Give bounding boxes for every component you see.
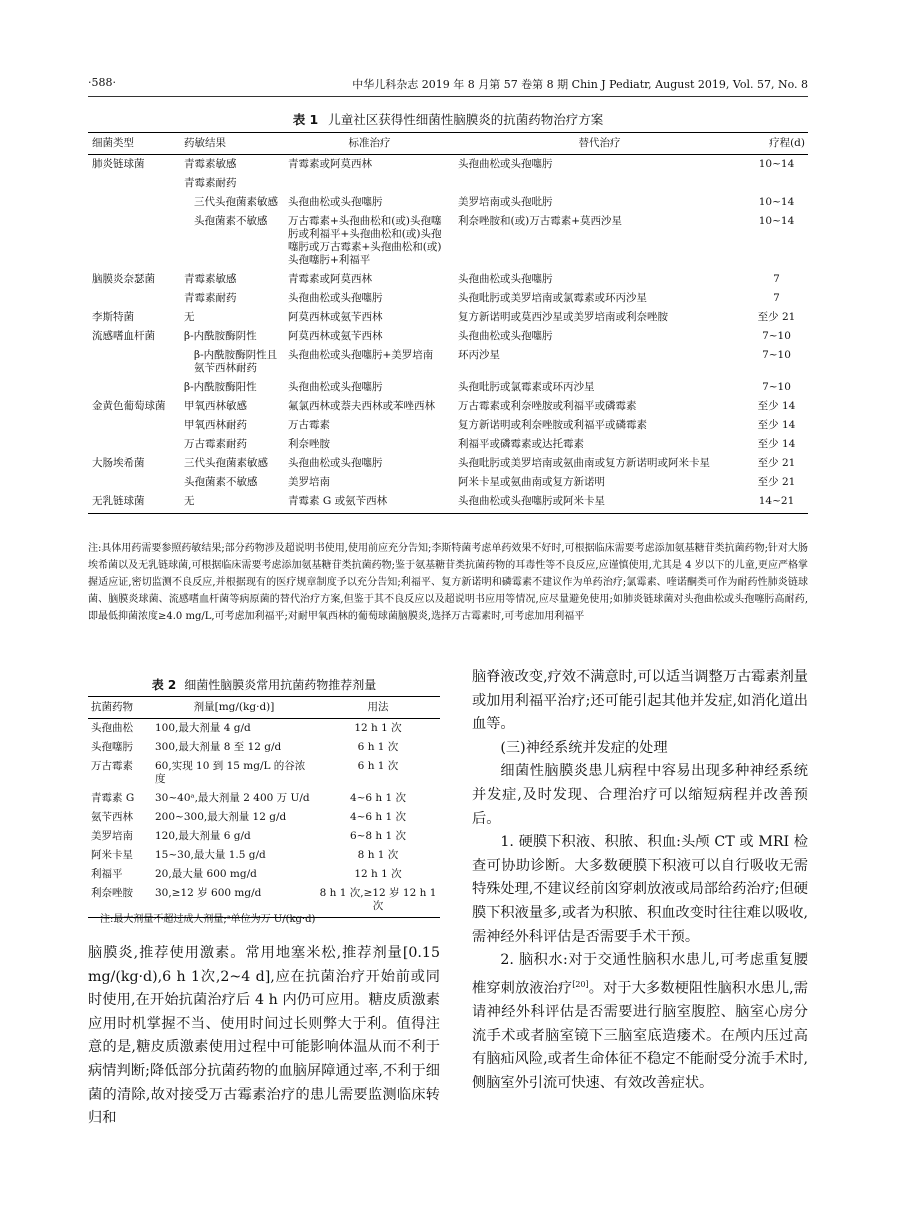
table2-cell-usage: 4~6 h 1 次	[349, 811, 407, 823]
table1-cell-alternative: 复方新诺明或利奈唑胺或利福平或磷霉素	[458, 419, 647, 431]
table2-cell-drug: 美罗培南	[91, 830, 133, 842]
table1-header-cell: 细菌类型	[88, 133, 180, 155]
table1-cell-course: 14~21	[744, 492, 808, 514]
table2-note: 注:最大剂量不超过成人剂量;ᵃ单位为万 U/(kg·d)	[100, 914, 316, 925]
table2-cell-usage: 6~8 h 1 次	[349, 830, 407, 842]
table1-cell-bacteria	[88, 435, 180, 454]
table1-note: 注:具体用药需要参照药敏结果;部分药物涉及超说明书使用,使用前应充分告知;李斯特菌考虑单药效果不好时,可根据临床需要考虑添加氨基糖苷类抗菌药物;针对大肠埃希菌以及无乳链球菌,可根据临床需要考虑添加氨基糖苷类抗菌药物;鉴于氨基糖苷类抗菌药物的耳毒性等不良反应,应谨慎使用,尤其是 4 岁以下的儿童,更应严格掌握适应证,密切监测不良反应,并根据现有的医疗规章制度予以充分告知;利福平、复方新诺明和磷霉素不建议作为单药治疗;氯霉素、喹诺酮类可作为耐药性肺炎链球菌、脑膜炎球菌、流感嗜血杆菌等病原菌的替代治疗方案,但鉴于其不良反应以及超说明书应用等情况,应尽量避免使用;如肺炎链球菌对头孢曲松或头孢噻肟高耐药,即最低抑菌浓度≥4.0 mg/L,可考虑加利福平;对耐甲氧西林的葡萄球菌脑膜炎,选择万古霉素时,可考虑加用利福平	[88, 543, 808, 622]
table1-cell-bacteria	[88, 212, 180, 270]
table2-cell-dose: 15~30,最大量 1.5 g/d	[155, 849, 266, 861]
table2-cell-dose: 100,最大剂量 4 g/d	[155, 722, 251, 734]
table1-header-cell: 标准治疗	[284, 133, 454, 155]
table1-header-cell: 疗程(d)	[744, 133, 808, 155]
table2-cell-dose: 200~300,最大剂量 12 g/d	[155, 811, 287, 823]
table1-cell-sensitivity: β-内酰胺酶阴性且氨苄西林耐药	[194, 349, 278, 374]
section-heading: (三)神经系统并发症的处理	[500, 739, 668, 756]
table1-cell-sensitivity: 万古霉素耐药	[184, 438, 247, 450]
table2-cell-drug: 氨苄西林	[91, 811, 133, 823]
table1	[88, 132, 808, 514]
paragraph-text: 。对于大多数梗阻性脑积水患儿,需请神经外科评估是否需要进行脑室腹腔、脑室心房分流手术或者脑室镜下三脑室底造瘘术。在颅内压过高有脑疝风险,或者生命体征不稳定不能耐受分流手术时,侧脑室外引流可快速、有效改善症状。	[472, 980, 808, 1091]
table2-header-cell: 用法	[316, 697, 440, 719]
table1-header-cell: 药敏结果	[180, 133, 284, 155]
table2-row	[88, 865, 440, 884]
body-paragraph	[472, 949, 808, 1095]
table2-label: 表 2	[151, 678, 177, 692]
table1-row	[88, 308, 808, 327]
table1-cell-course: 7	[773, 292, 780, 304]
table2-cell-usage: 12 h 1 次	[354, 868, 402, 880]
table1-cell-standard: 利奈唑胺	[288, 438, 330, 450]
table1-cell-standard: 青霉素 G 或氨苄西林	[284, 492, 454, 514]
table1-cell-sensitivity: 三代头孢菌素敏感	[184, 457, 268, 469]
table2-cell-dose: 120,最大剂量 6 g/d	[155, 830, 251, 842]
table1-cell-bacteria	[88, 416, 180, 435]
table2-cell-drug: 阿米卡星	[91, 849, 133, 861]
table1-row	[88, 346, 808, 378]
table1-cell-standard: 头孢曲松或头孢噻肟	[288, 457, 383, 469]
paragraph-text: 2. 脑积水:对于交通性脑积水患儿,可考虑重复腰椎穿刺放液治疗	[472, 952, 808, 997]
table1-cell-course: 至少 21	[757, 457, 796, 469]
table1-cell-sensitivity: β-内酰胺酶阳性	[184, 381, 257, 393]
table1-row	[88, 289, 808, 308]
table1-label: 表 1	[292, 112, 319, 127]
table2	[88, 696, 440, 918]
table1-cell-standard: 头孢曲松或头孢噻肟+美罗培南	[288, 349, 434, 361]
table1-row	[88, 193, 808, 212]
table1-cell-alternative: 头孢曲松或头孢噻肟	[458, 158, 553, 170]
table1-cell-bacteria	[88, 193, 180, 212]
table1-cell-alternative	[454, 174, 744, 193]
header-rule	[88, 96, 808, 97]
journal-citation: 中华儿科杂志 2019 年 8 月第 57 卷第 8 期 Chin J Pediatr, August 2019, Vol. 57, No. 8	[352, 78, 808, 91]
table1-cell-bacteria: 无乳链球菌	[88, 492, 180, 514]
table1-cell-sensitivity: 青霉素耐药	[184, 292, 237, 304]
table1-cell-standard: 阿莫西林或氨苄西林	[288, 330, 383, 342]
table1-cell-course: 10~14	[758, 158, 795, 170]
table1-cell-course: 7~10	[762, 330, 791, 342]
table2-cell-dose: 30~40ᵃ,最大剂量 2 400 万 U/d	[155, 792, 310, 804]
table1-cell-standard: 美罗培南	[288, 476, 330, 488]
table1-title: 儿童社区获得性细菌性脑膜炎的抗菌药物治疗方案	[328, 112, 604, 127]
table1-cell-sensitivity: 甲氧西林敏感	[184, 400, 247, 412]
table1-cell-sensitivity: β-内酰胺酶阴性	[184, 330, 257, 342]
table1-row	[88, 397, 808, 416]
table1-cell-standard: 青霉素或阿莫西林	[288, 158, 372, 170]
table2-cell-usage: 6 h 1 次	[357, 760, 399, 772]
table2-cell-usage: 6 h 1 次	[357, 741, 399, 753]
table1-cell-alternative: 阿米卡星或氨曲南或复方新诺明	[458, 476, 605, 488]
table2-cell-dose: 300,最大剂量 8 至 12 g/d	[155, 741, 282, 753]
table1-cell-course: 10~14	[758, 215, 795, 227]
table1-cell-bacteria	[88, 378, 180, 397]
table1-cell-course: 7~10	[762, 381, 791, 393]
table1-cell-sensitivity: 三代头孢菌素敏感	[194, 196, 278, 208]
table2-cell-drug: 青霉素 G	[91, 792, 135, 804]
table1-cell-alternative: 万古霉素或利奈唑胺或利福平或磷霉素	[458, 400, 637, 412]
table2-cell-drug: 利福平	[91, 868, 123, 880]
table1-cell-bacteria	[88, 473, 180, 492]
table2-title: 细菌性脑膜炎常用抗菌药物推荐剂量	[184, 678, 377, 692]
table1-cell-course: 至少 14	[757, 419, 796, 431]
table1-cell-alternative: 头孢曲松或头孢噻肟	[458, 273, 553, 285]
table1-cell-alternative: 美罗培南或头孢吡肟	[458, 196, 553, 208]
table1-cell-course: 至少 14	[757, 400, 796, 412]
table2-caption	[88, 676, 440, 693]
table1-cell-sensitivity: 无	[184, 311, 195, 323]
table2-cell-drug: 利奈唑胺	[88, 884, 152, 918]
table1-cell-sensitivity: 无	[180, 492, 284, 514]
left-column-text	[88, 942, 440, 1131]
table1-row	[88, 327, 808, 346]
table1-cell-alternative: 利福平或磷霉素或达托霉素	[458, 438, 584, 450]
table1-cell-course: 10~14	[758, 196, 795, 208]
table1-cell-bacteria: 李斯特菌	[92, 311, 134, 323]
table2-header-cell: 剂量[mg/(kg·d)]	[152, 697, 316, 719]
table1-cell-alternative: 头孢吡肟或美罗培南或氯霉素或环丙沙星	[458, 292, 647, 304]
table2-row	[88, 738, 440, 757]
table1-cell-course	[744, 174, 808, 193]
table1-cell-course: 7	[773, 273, 780, 285]
body-paragraph: 细菌性脑膜炎患儿病程中容易出现多种神经系统并发症,及时发现、合理治疗可以缩短病程并改善预后。	[472, 763, 808, 827]
table2-cell-dose: 30,≥12 岁 600 mg/d	[152, 884, 316, 918]
table1-cell-sensitivity: 青霉素耐药	[184, 177, 237, 189]
table1-cell-alternative: 复方新诺明或莫西沙星或美罗培南或利奈唑胺	[458, 311, 668, 323]
table1-row	[88, 155, 808, 175]
table2-cell-drug: 头孢曲松	[91, 722, 133, 734]
table1-cell-alternative: 头孢吡肟或氯霉素或环丙沙星	[458, 381, 595, 393]
table1-row	[88, 270, 808, 289]
table1-cell-alternative: 头孢曲松或头孢噻肟	[458, 330, 553, 342]
table1-cell-course: 至少 21	[757, 311, 796, 323]
table2-header-cell: 抗菌药物	[88, 697, 152, 719]
table1-cell-bacteria: 金黄色葡萄球菌	[92, 400, 166, 412]
table2-cell-usage: 8 h 1 次,≥12 岁 12 h 1 次	[316, 884, 440, 918]
table1-cell-alternative: 头孢吡肟或美罗培南或氨曲南或复方新诺明或阿米卡星	[458, 457, 710, 469]
table1-cell-standard: 青霉素或阿莫西林	[288, 273, 372, 285]
table1-cell-standard: 头孢曲松或头孢噻肟	[288, 196, 383, 208]
table2-cell-dose: 60,实现 10 到 15 mg/L 的谷浓度	[155, 760, 306, 785]
table2-cell-dose: 20,最大量 600 mg/d	[155, 868, 257, 880]
table2-row	[88, 827, 440, 846]
table1-cell-bacteria	[88, 289, 180, 308]
table2-row	[88, 808, 440, 827]
table1-row	[88, 378, 808, 397]
right-column-text	[472, 666, 808, 1095]
table2-cell-drug: 万古霉素	[91, 760, 133, 772]
table1-cell-sensitivity: 甲氧西林耐药	[184, 419, 247, 431]
table1-cell-bacteria: 肺炎链球菌	[92, 158, 145, 170]
table1-cell-sensitivity: 头孢菌素不敏感	[194, 215, 268, 227]
table1-cell-sensitivity: 头孢菌素不敏感	[184, 476, 258, 488]
table1-cell-standard: 万古霉素+头孢曲松和(或)头孢噻肟或利福平+头孢曲松和(或)头孢噻肟或万古霉素+头孢曲松和(或)头孢噻肟+利福平	[288, 215, 442, 266]
table1-caption	[88, 110, 808, 128]
table1-header-row	[88, 133, 808, 155]
table2-row	[88, 719, 440, 739]
table2-row	[88, 789, 440, 808]
body-paragraph: 1. 硬膜下积液、积脓、积血:头颅 CT 或 MRI 检查可协助诊断。大多数硬膜下积液可以自行吸收无需特殊处理,不建议经前囟穿刺放液或局部给药治疗;但硬膜下积液量多,或者为积脓、积血改变时往往难以吸收,需神经外科评估是否需要手术干预。	[472, 834, 808, 945]
body-paragraph: 脑脊液改变,疗效不满意时,可以适当调整万古霉素剂量或加用利福平治疗;还可能引起其他并发症,如消化道出血等。	[472, 669, 808, 733]
table1-row	[88, 454, 808, 473]
table1-row	[88, 492, 808, 514]
table1-cell-course: 7~10	[762, 349, 791, 361]
table2-row	[88, 757, 440, 789]
citation-ref: [20]	[572, 979, 589, 989]
table1-cell-bacteria: 流感嗜血杆菌	[92, 330, 155, 342]
table1-cell-bacteria	[88, 174, 180, 193]
table1-cell-course: 至少 21	[757, 476, 796, 488]
table1-cell-standard: 阿莫西林或氨苄西林	[288, 311, 383, 323]
page-number: ·588·	[88, 76, 116, 89]
table1-cell-bacteria: 脑膜炎奈瑟菌	[92, 273, 155, 285]
table1-cell-standard: 头孢曲松或头孢噻肟	[288, 292, 383, 304]
table2-cell-usage: 8 h 1 次	[357, 849, 399, 861]
table1-cell-bacteria: 大肠埃希菌	[92, 457, 145, 469]
table1-cell-course: 至少 14	[757, 438, 796, 450]
table2-row	[88, 846, 440, 865]
table1-cell-sensitivity: 青霉素敏感	[184, 273, 237, 285]
table1-cell-standard: 头孢曲松或头孢噻肟	[288, 381, 383, 393]
body-paragraph: 脑膜炎,推荐使用激素。常用地塞米松,推荐剂量[0.15 mg/(kg·d),6 h 1次,2~4 d],应在抗菌治疗开始前或同时使用,在开始抗菌治疗后 4 h 内仍可应用。糖皮质激素应用时机掌握不当、使用时间过长则弊大于利。值得注意的是,糖皮质激素使用过程中可能影响体温从而不利于病情判断;降低部分抗菌药物的血脑屏障通过率,不利于细菌的清除,故对接受万古霉素治疗的患儿需要监测临床转归和	[88, 945, 440, 1127]
table2-cell-usage: 12 h 1 次	[354, 722, 402, 734]
running-header	[88, 76, 808, 92]
table2-header-row	[88, 697, 440, 719]
table1-cell-standard: 万古霉素	[288, 419, 330, 431]
table1-cell-sensitivity: 青霉素敏感	[184, 158, 237, 170]
table2-cell-drug: 头孢噻肟	[91, 741, 133, 753]
table1-cell-alternative: 头孢曲松或头孢噻肟或阿米卡星	[454, 492, 744, 514]
table1-cell-standard: 氟氯西林或萘夫西林或苯唑西林	[288, 400, 435, 412]
table1-header-cell: 替代治疗	[454, 133, 744, 155]
table1-cell-alternative: 环丙沙星	[458, 349, 500, 361]
table1-row	[88, 174, 808, 193]
table1-cell-standard	[284, 174, 454, 193]
table1-row	[88, 473, 808, 492]
table1-row	[88, 212, 808, 270]
table1-row	[88, 416, 808, 435]
table1-cell-bacteria	[88, 346, 180, 378]
table1-row	[88, 435, 808, 454]
table1-cell-alternative: 利奈唑胺和(或)万古霉素+莫西沙星	[458, 215, 622, 227]
table2-cell-usage: 4~6 h 1 次	[349, 792, 407, 804]
